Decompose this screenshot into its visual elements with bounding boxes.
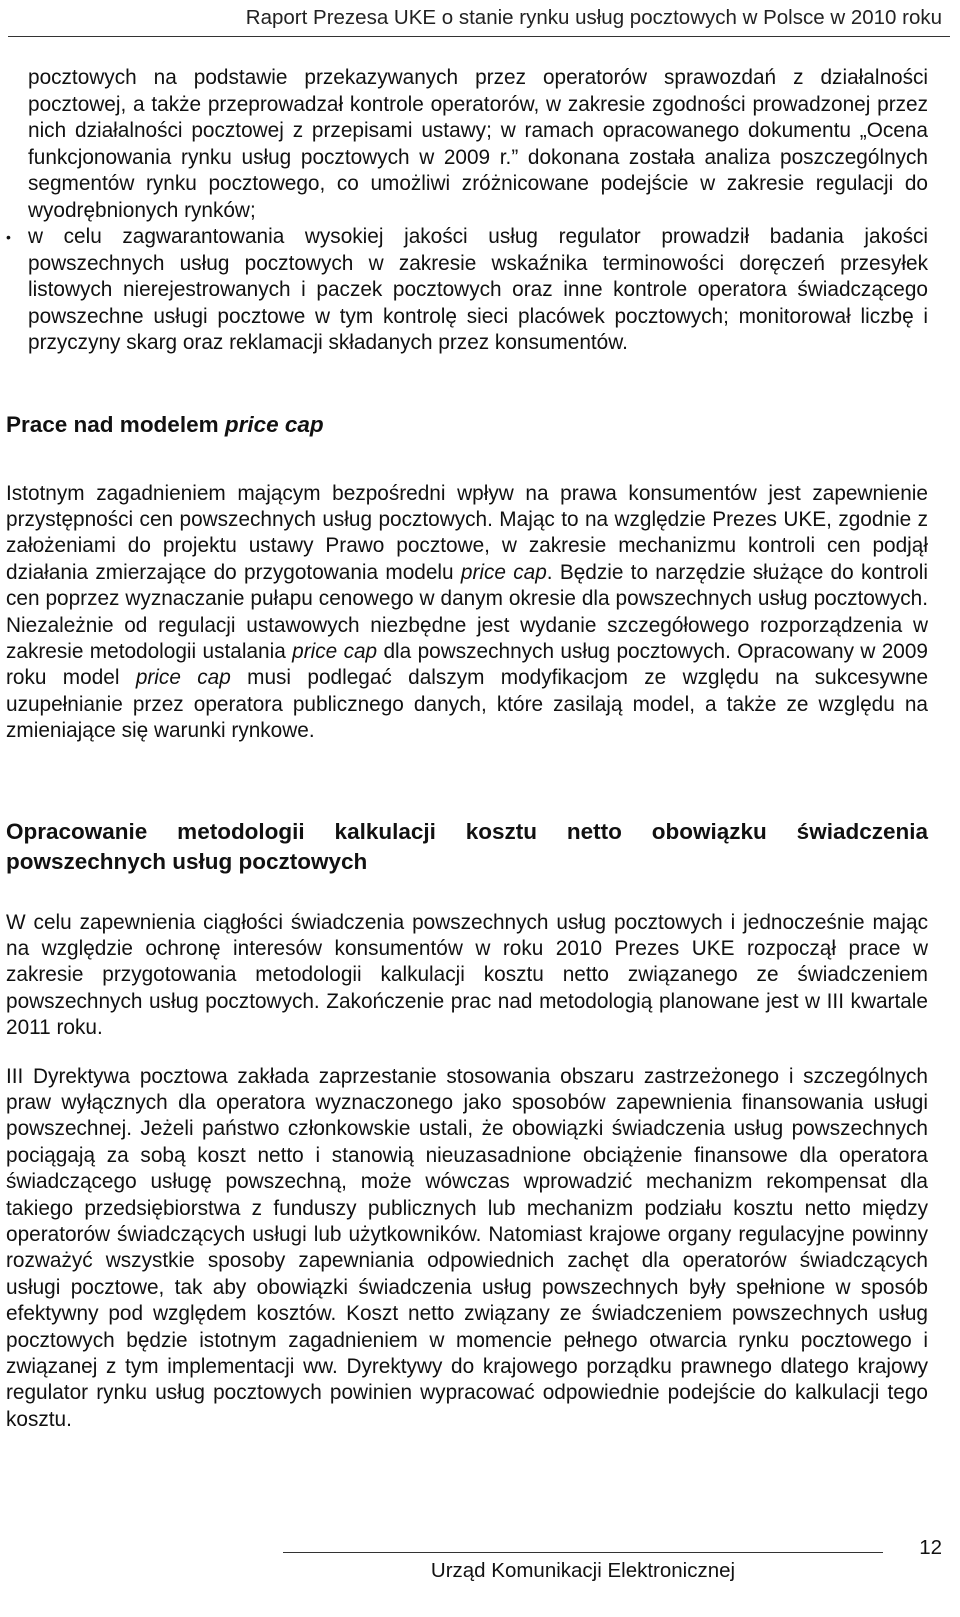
intro-paragraph: pocztowych na podstawie przekazywanych przez operatorów sprawozdań z działalności pocztowej, a także przeprowadzał kontrole operatorów, w zakresie zgodności prowadzonej przez nich działalności pocztowej z przepisami ustawy; w ramach opracowanego dokumentu „Ocena funkcjonowania rynku usług pocztowych w 2009 r.” dokonana została analiza poszczególnych segmentów rynku pocztowego, co umożliwi zróżnicowane podejście w zakresie regulacji do wyodrębnionych rynków; bbox=[28, 66, 928, 222]
bullet-icon: • bbox=[6, 229, 11, 245]
italic-term: price cap bbox=[292, 639, 378, 663]
italic-term: price cap bbox=[135, 666, 231, 690]
price-cap-paragraph bbox=[6, 481, 928, 745]
text-run: . Będzie to narzędzie służące do kontroli cen poprzez wyznaczanie pułapu cenowego w danym okresie dla powszechnych usług pocztowych. Niezależnie od regulacji ustawowych niezbędne jest wydanie szczegółowego rozporządzenia w zakresie metodologii ustalania bbox=[6, 560, 928, 663]
footer-divider bbox=[283, 1552, 883, 1553]
section-heading-price-cap bbox=[6, 410, 928, 440]
heading-italic-term: price cap bbox=[224, 411, 324, 437]
italic-term: price cap bbox=[460, 560, 547, 584]
running-header bbox=[0, 0, 960, 36]
report-title: Raport Prezesa UKE o stanie rynku usług pocztowych w Polsce w 2010 roku bbox=[245, 6, 942, 29]
page-content bbox=[6, 65, 928, 1433]
text-run: dla powszechnych usług pocztowych. Opracowany w 2009 roku model bbox=[6, 639, 929, 690]
text-run: Istotnym zagadnieniem mającym bezpośredni wpływ na prawa konsumentów jest zapewnienie przystępności cen powszechnych usług pocztowych. Mając to na względzie Prezes UKE, zgodnie z założeniami do projektu ustawy Prawo pocztowe, w zakresie mechanizmu kontroli cen podjął działania zmierzające do przygotowania modelu bbox=[6, 481, 928, 584]
list-item bbox=[6, 224, 928, 357]
section-heading-cost-methodology: Opracowanie metodologii kalkulacji kosztu netto obowiązku świadczenia powszechnych usług pocztowych bbox=[6, 818, 928, 874]
directive-paragraph: III Dyrektywa pocztowa zakłada zaprzestanie stosowania obszaru zastrzeżonego i szczególnych praw wyłącznych dla operatora wyznaczonego jako sposobów zapewnienia finansowania usługi powszechnej. Jeżeli państwo członkowskie ustali, że obowiązki świadczenia usług powszechnych pociągają za sobą koszt netto i stanowią nieuzasadnione obciążenie finansowe dla operatora świadczącego usługę powszechną, może wówczas wprowadzić mechanizm rekompensat dla takiego przedsiębiorstwa z funduszy publicznych lub mechanizm podziału kosztu netto między operatorów świadczących usługi lub użytkowników. Natomiast krajowe organy regulacyjne powinny rozważyć wszystkie sposoby zapewniania odpowiednich zachęt dla operatorów świadczących usługi pocztowe, tak aby obowiązki świadczenia usług powszechnych były spełnione w sposób efektywny pod względem kosztów. Koszt netto związany ze świadczeniem powszechnych usług pocztowych będzie istotnym zagadnieniem w momencie pełnego otwarcia rynku pocztowego i związanej z tym implementacji ww. Dyrektywy do krajowego porządku prawnego dlatego krajowy regulator rynku usług pocztowych powinien wypracować odpowiednie podejście do kalkulacji tego kosztu. bbox=[6, 1064, 928, 1431]
methodology-paragraph: W celu zapewnienia ciągłości świadczenia powszechnych usług pocztowych i jednocześnie mając na względzie ochronę interesów konsumentów w roku 2010 Prezes UKE rozpoczął prace w zakresie przygotowania metodologii kalkulacji kosztu netto związanego ze świadczeniem powszechnych usług pocztowych. Zakończenie prac nad metodologią planowane jest w III kwartale 2011 roku. bbox=[6, 910, 928, 1040]
heading-text: Prace nad modelem bbox=[6, 411, 225, 437]
text-run: musi podlegać dalszym modyfikacjom ze względu na sukcesywne uzupełnianie przez operatora publicznego danych, które zasilają model, a także ze względu na zmieniające się warunki rynkowe. bbox=[6, 666, 929, 743]
page-number: 12 bbox=[919, 1536, 942, 1559]
footer-organization: Urząd Komunikacji Elektronicznej bbox=[430, 1559, 736, 1582]
list-item-text: w celu zagwarantowania wysokiej jakości usług regulator prowadził badania jakości powszechnych usług pocztowych w zakresie wskaźnika terminowości doręczeń przesyłek listowych nierejestrowanych i paczek pocztowych oraz inne kontrole operatora świadczącego powszechne usługi pocztowe w tym kontrolę sieci placówek pocztowych; monitorował liczbę i przyczyny skarg oraz reklamacji składanych przez konsumentów. bbox=[28, 225, 928, 354]
intro-block bbox=[6, 65, 928, 224]
header-divider bbox=[8, 36, 950, 37]
